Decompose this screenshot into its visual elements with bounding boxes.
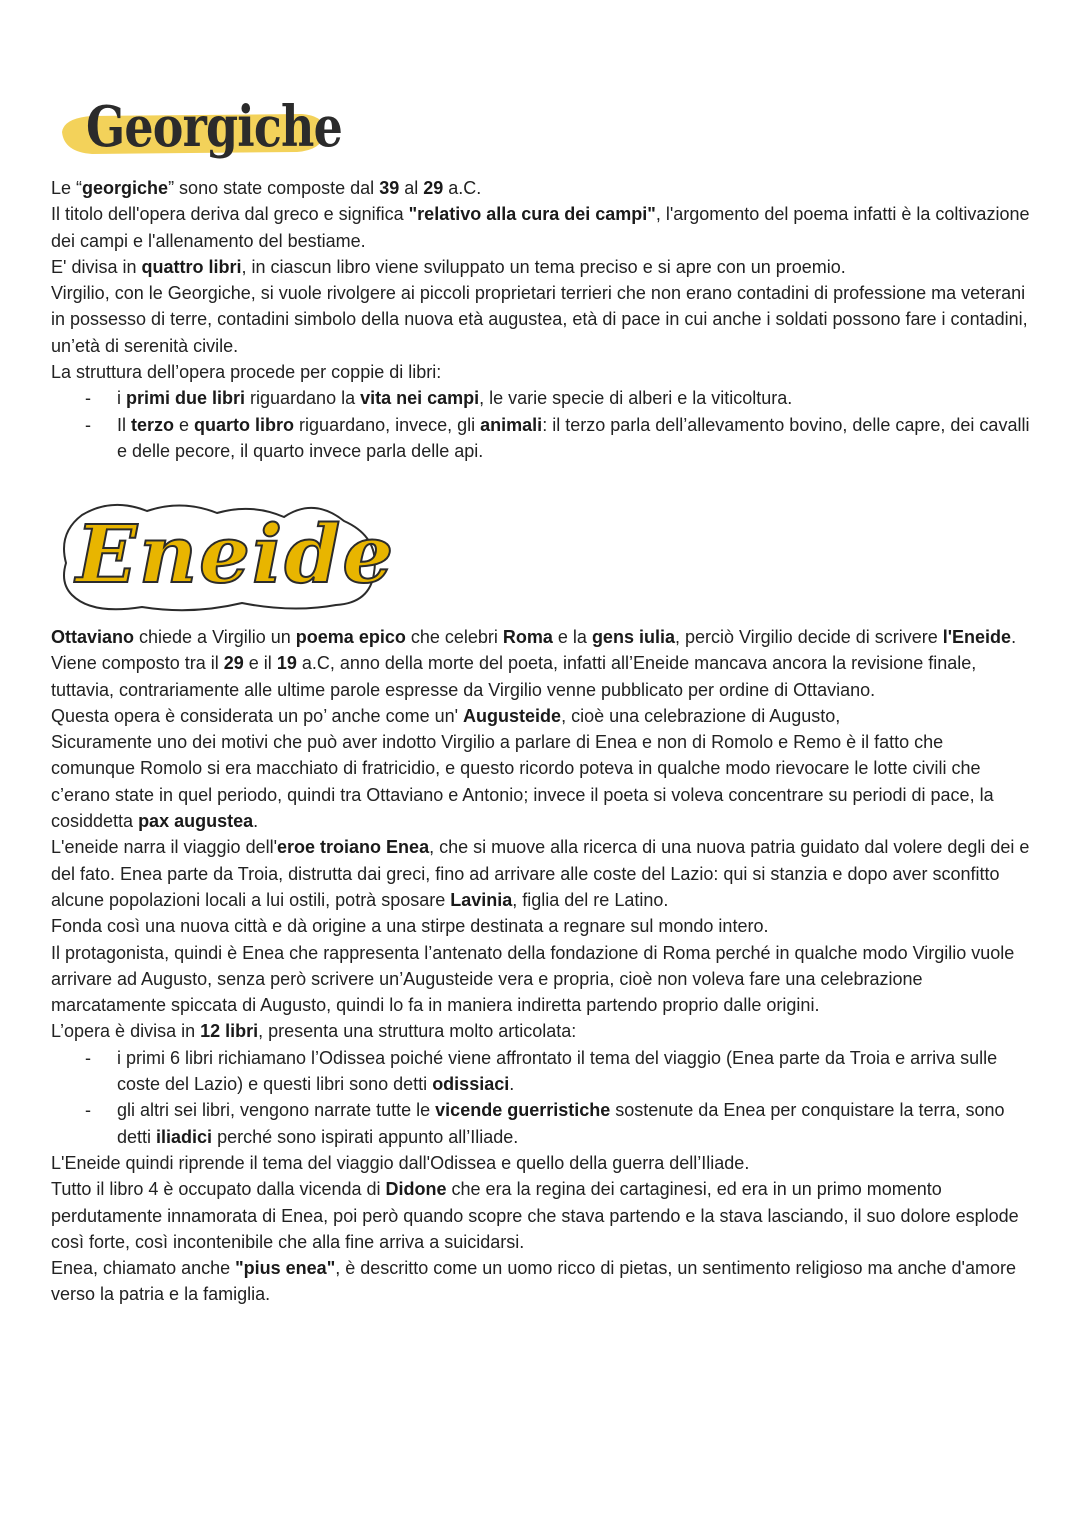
dash-bullet: -: [85, 1047, 91, 1068]
bold-text: l'Eneide: [942, 627, 1012, 647]
bold-text: vita nei campi: [360, 388, 480, 409]
bold-text: vicende guerristiche: [435, 1100, 611, 1121]
bold-text: primi due libri: [126, 388, 246, 409]
bold-text: gens iulia: [591, 627, 675, 647]
dash-bullet: -: [85, 414, 91, 435]
eneide-heading: [52, 493, 396, 618]
georgiche-title: Georgiche: [86, 94, 342, 160]
paragraph: Questa opera è considerata un po’ anche come un' Augusteide, cioè una celebrazione di Augusto,: [51, 705, 841, 726]
bold-text: poema epico: [295, 627, 406, 647]
bold-text: terzo: [131, 414, 175, 435]
bullet-text: i primi due libri riguardano la vita nei campi, le varie specie di alberi e la viticoltura.: [117, 388, 793, 409]
bold-text: 29: [423, 178, 444, 198]
bold-text: "pius enea": [235, 1258, 336, 1279]
bold-text: Lavinia: [450, 889, 513, 910]
paragraph: Il titolo dell'opera deriva dal greco e significa "relativo alla cura dei campi", l'argomento del poema infatti è la coltivazione dei campi e l'allenamento del bestiame.: [51, 204, 1030, 251]
bullet-list: [51, 385, 1031, 464]
paragraph: Enea, chiamato anche "pius enea", è descritto come un uomo ricco di pietas, un sentimento religioso ma anche d'amore verso la patria e la famiglia.: [51, 1258, 1017, 1305]
bold-text: odissiaci: [432, 1074, 510, 1095]
bold-text: "relativo alla cura dei campi": [408, 204, 656, 225]
bullet-item: [51, 385, 1031, 411]
paragraph: Fonda così una nuova città e dà origine a una stirpe destinata a regnare sul mondo intero.: [51, 916, 769, 937]
bold-text: animali: [480, 414, 543, 435]
bold-text: Ottaviano: [51, 627, 135, 647]
bold-text: iliadici: [156, 1126, 213, 1147]
bullet-text: gli altri sei libri, vengono narrate tutte le vicende guerristiche sostenute da Enea per conquistare la terra, sono detti iliadici perché sono ispirati appunto all’Iliade.: [117, 1100, 1005, 1147]
paragraph: L'Eneide quindi riprende il tema del viaggio dall'Odissea e quello della guerra dell’Iliade.: [51, 1152, 750, 1173]
bold-text: 12 libri: [200, 1021, 259, 1042]
bullet-item: [51, 412, 1031, 465]
paragraph: Le “georgiche” sono state composte dal 39 al 29 a.C.: [51, 178, 482, 198]
paragraph: Il protagonista, quindi è Enea che rappresenta l’antenato della fondazione di Roma perché in qualche modo Virgilio vuole arrivare ad Augusto, senza però scrivere un’Augusteide vera e propria, cioè non voleva fare una celebrazione marcatamente spiccata di Augusto, quindi lo fa in maniera indiretta partendo proprio dalle origini.: [51, 942, 1015, 1016]
bold-text: quattro libri: [141, 256, 242, 277]
paragraph: Viene composto tra il 29 e il 19 a.C, anno della morte del poeta, infatti all’Eneide mancava ancora la revisione finale, tuttavia, contrariamente alle ultime parole espresse da Virgilio venne pubblicato per ordine di Ottaviano.: [51, 653, 977, 700]
georgiche-heading: [52, 88, 342, 174]
bold-text: 29: [223, 653, 244, 674]
bullet-item: [51, 1045, 1031, 1098]
paragraph: Ottaviano chiede a Virgilio un poema epico che celebri Roma e la gens iulia, perciò Virgilio decide di scrivere l'Eneide.: [51, 627, 1017, 647]
bold-text: Didone: [385, 1179, 447, 1200]
bullet-text: i primi 6 libri richiamano l’Odissea poiché viene affrontato il tema del viaggio (Enea parte da Troia e arriva sulle coste del Lazio) e questi libri sono detti odissiaci.: [117, 1047, 998, 1095]
bullet-list: [51, 1045, 1031, 1150]
bullet-item: [51, 1097, 1031, 1150]
paragraph: E' divisa in quattro libri, in ciascun libro viene sviluppato un tema preciso e si apre con un proemio.: [51, 256, 846, 277]
dash-bullet: -: [85, 1100, 91, 1121]
paragraph: L'eneide narra il viaggio dell'eroe troiano Enea, che si muove alla ricerca di una nuova patria guidato dal volere degli dei e del fato. Enea parte da Troia, distrutta dai greci, fino ad arrivare alle coste del Lazio: qui si stanzia e dopo aver sconfitto alcune popolazioni locali a lui ostili, potrà sposare Lavinia, figlia del re Latino.: [51, 837, 1030, 910]
georgiche-section: [51, 175, 1031, 464]
bold-text: Augusteide: [463, 705, 562, 726]
paragraph: La struttura dell’opera procede per coppie di libri:: [51, 362, 442, 383]
bold-text: pax augustea: [138, 811, 254, 832]
bold-text: quarto libro: [194, 414, 295, 435]
bold-text: 19: [276, 653, 297, 674]
eneide-section: [51, 624, 1031, 1308]
paragraph: Tutto il libro 4 è occupato dalla vicenda di Didone che era la regina dei cartaginesi, ed era in un primo momento perdutamente innamorata di Enea, poi però quando scopre che stava partendo e la stava lasciando, il suo dolore esplode così forte, così incontenibile che alla fine arriva a suicidarsi.: [51, 1179, 1019, 1252]
bold-text: Roma: [502, 627, 553, 647]
bullet-text: Il terzo e quarto libro riguardano, invece, gli animali: il terzo parla dell’allevamento bovino, delle capre, dei cavalli e delle pecore, il quarto invece parla delle api.: [117, 414, 1030, 461]
paragraph: L’opera è divisa in 12 libri, presenta una struttura molto articolata:: [51, 1021, 577, 1042]
eneide-title: Eneide: [76, 507, 396, 601]
paragraph: Sicuramente uno dei motivi che può aver indotto Virgilio a parlare di Enea e non di Romolo e Remo è il fatto che comunque Romolo si era macchiato di fratricidio, e questo ricordo poteva in qualche modo rievocare le lotte civili che c’erano state in quel periodo, quindi tra Ottaviano e Antonio; invece il poeta si voleva concentrare su periodi di pace, la cosiddetta pax augustea.: [51, 732, 994, 832]
paragraph: Virgilio, con le Georgiche, si vuole rivolgere ai piccoli proprietari terrieri che non erano contadini di professione ma veterani in possesso di terre, contadini simbolo della nuova età augustea, età di pace in cui anche i soldati possono fare i contadini, un’età di serenità civile.: [51, 283, 1028, 356]
bold-text: eroe troiano Enea: [277, 837, 430, 858]
bold-text: georgiche: [82, 178, 169, 198]
bold-text: 39: [379, 178, 400, 198]
dash-bullet: -: [85, 388, 91, 409]
